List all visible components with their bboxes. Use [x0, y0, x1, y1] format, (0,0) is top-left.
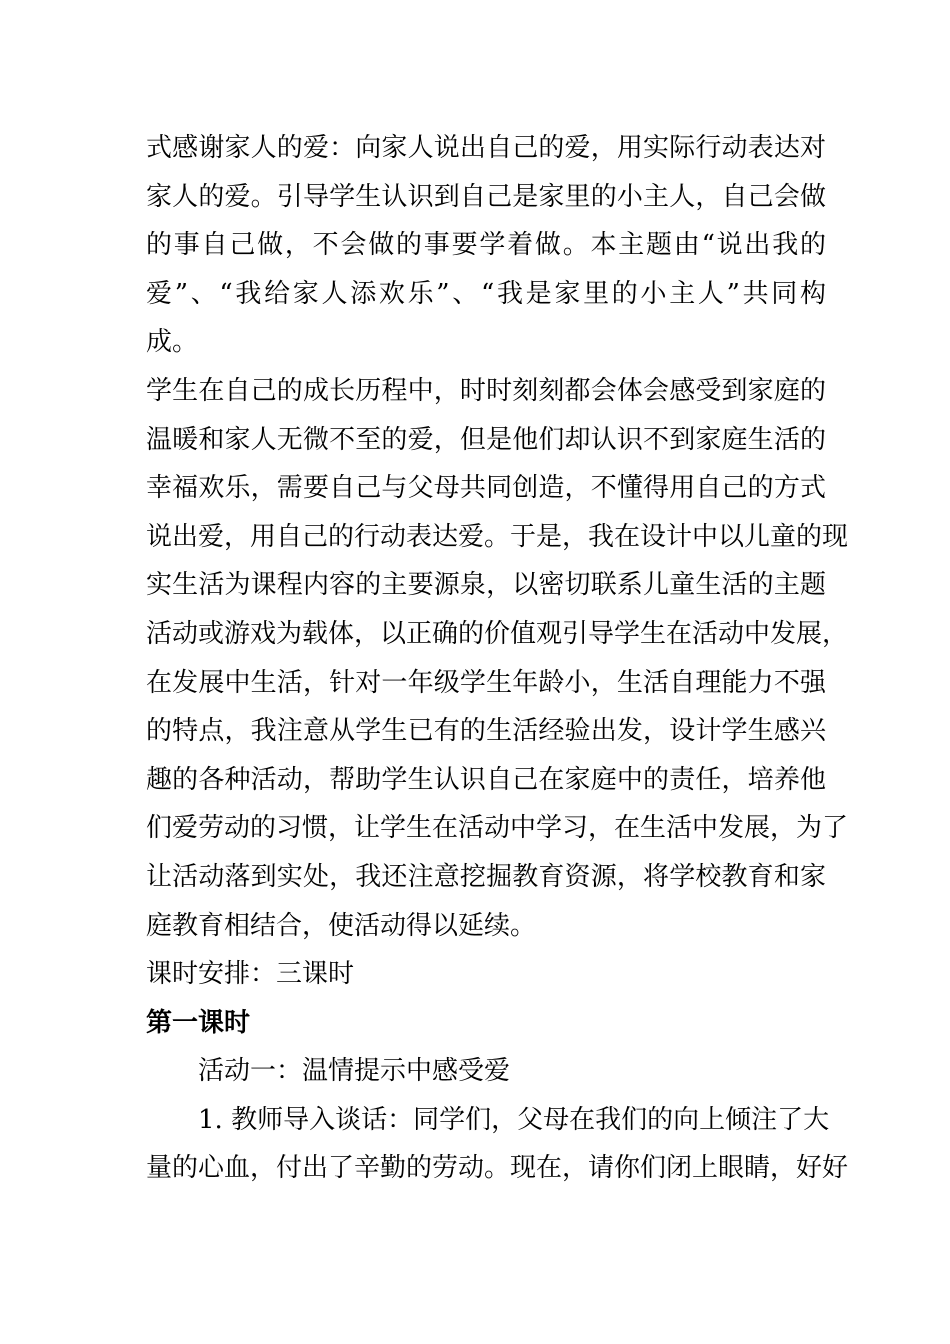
text-line: 1. 教师导入谈话：同学们，父母在我们的向上倾注了大: [198, 1104, 830, 1135]
lesson-heading: 第一课时: [146, 1007, 251, 1038]
lesson-schedule: 课时安排：三课时: [146, 959, 355, 990]
document-body: [146, 124, 849, 1193]
text-line: 说出爱，用自己的行动表达爱。于是，我在设计中以儿童的现: [146, 521, 849, 552]
text-line: 在发展中生活，针对一年级学生年龄小，生活自理能力不强: [146, 667, 826, 698]
text-line: 温暖和家人无微不至的爱，但是他们却认识不到家庭生活的: [146, 424, 826, 455]
text-line: 式感谢家人的爱：向家人说出自己的爱，用实际行动表达对: [146, 133, 826, 163]
paragraph-design-rationale: [146, 367, 849, 950]
text-line: 趣的各种活动，帮助学生认识自己在家庭中的责任，培养他: [146, 764, 826, 795]
text-line: 量的心血，付出了辛勤的劳动。现在，请你们闭上眼睛，好好: [146, 1153, 849, 1184]
text-line: 的特点，我注意从学生已有的生活经验出发，设计学生感兴: [146, 716, 826, 747]
text-line: 爱”、“我给家人添欢乐”、“我是家里的小主人”共同构: [146, 278, 826, 309]
text-line: 们爱劳动的习惯，让学生在活动中学习，在生活中发展，为了: [146, 813, 849, 844]
text-line: 成。: [146, 327, 199, 358]
text-line: 活动或游戏为载体，以正确的价值观引导学生在活动中发展，: [146, 618, 849, 649]
text-line: 家人的爱。引导学生认识到自己是家里的小主人，自己会做: [146, 181, 826, 212]
text-line: 的事自己做，不会做的事要学着做。本主题由“说出我的: [146, 230, 826, 261]
text-line: 庭教育相结合，使活动得以延续。: [146, 910, 537, 941]
text-line: 幸福欢乐，需要自己与父母共同创造，不懂得用自己的方式: [146, 473, 826, 504]
paragraph-family-love: [146, 124, 826, 367]
text-line: 实生活为课程内容的主要源泉，以密切联系儿童生活的主题: [146, 570, 826, 601]
text-line: 让活动落到实处，我还注意挖掘教育资源，将学校教育和家: [146, 861, 826, 892]
paragraph-teacher-intro: [146, 1096, 849, 1193]
text-line: 学生在自己的成长历程中，时时刻刻都会体会感受到家庭的: [146, 375, 826, 406]
activity-title: 活动一：温情提示中感受爱: [198, 1056, 511, 1087]
